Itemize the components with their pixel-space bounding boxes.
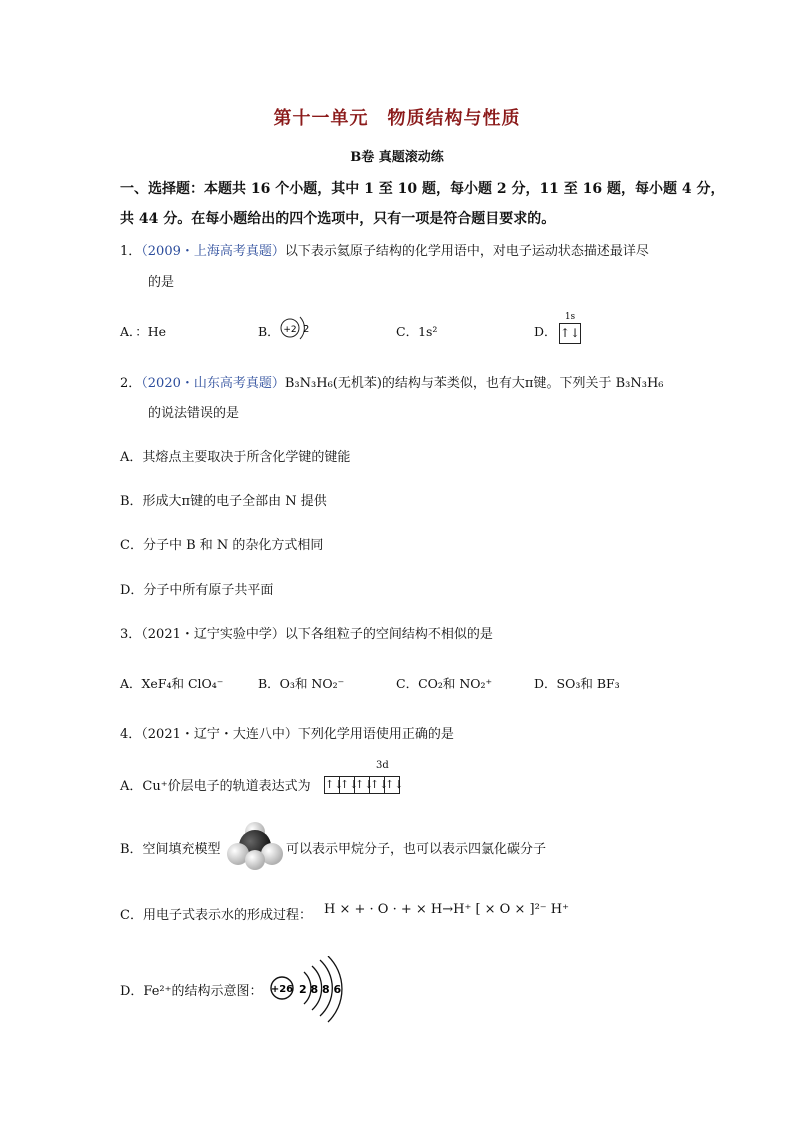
question-1-stem-cont: 的是 (148, 275, 175, 290)
question-text: B₃N₃H₆(无机苯)的结构与苯类似，也有大π键。下列关于 B₃N₃H₆ (284, 376, 664, 391)
question-source: （2020・山东高考真题） (141, 376, 285, 391)
helium-shell-count: 2 (303, 324, 310, 335)
q1-option-b-label: B． (258, 324, 280, 339)
q4-orbital-boxes (324, 776, 404, 794)
orbital-cell: ↑↓ (325, 778, 344, 791)
q4-option-b-after: 可以表示甲烷分子，也可以表示四氯化碳分子 (286, 842, 547, 857)
q3-option-d: D．SO₃和 BF₃ (534, 676, 620, 691)
page-subtitle: B卷 真题滚动练 (350, 150, 444, 165)
section-instructions-line1: 一、选择题：本题共 16 个小题，其中 1 至 10 题，每小题 2 分，11 至 16 题，每小题 4 分， (120, 181, 725, 197)
orbital-cell: ↑↓ (385, 778, 404, 791)
orbital-cell: ↑↓ (340, 778, 359, 791)
helium-nucleus-label: +2 (283, 325, 297, 335)
orbital-cell: ↑↓ (370, 778, 389, 791)
question-number: 2． (120, 376, 142, 391)
question-4-stem: 4．（2021・辽宁・大连八中）下列化学用语使用正确的是 (120, 727, 454, 742)
orbital-cell: ↑↓ (355, 778, 374, 791)
q3-option-c: C．CO₂和 NO₂⁺ (396, 676, 493, 691)
q4-option-c-text: C．用电子式表示水的形成过程： (120, 908, 312, 923)
question-3-stem: 3．（2021・辽宁实验中学）以下各组粒子的空间结构不相似的是 (120, 627, 493, 642)
question-2-stem-cont: 的说法错误的是 (148, 406, 240, 421)
fe-nucleus-label: +26 (270, 984, 294, 995)
q3-option-a: A．XeF₄和 ClO₄⁻ (120, 676, 224, 691)
q1-orbital-box: ↑↓ (559, 323, 581, 344)
space-filling-model-image (224, 820, 286, 870)
q1-option-c: C．1s² (396, 324, 438, 339)
q2-option-b: B．形成大π键的电子全部由 N 提供 (120, 494, 327, 509)
q4-orbital-label: 3d (376, 760, 389, 771)
question-number: 1． (120, 244, 142, 259)
q2-option-d: D．分子中所有原子共平面 (120, 583, 274, 598)
question-1-stem (120, 240, 649, 259)
water-formation-formula: H × + · O · + × H→H⁺ [ × O × ]²⁻ H⁺ (324, 902, 569, 917)
q2-option-a: A．其熔点主要取决于所含化学键的键能 (120, 450, 351, 465)
q4-option-d-text: D．Fe²⁺的结构示意图： (120, 984, 263, 999)
question-2-stem (120, 372, 664, 391)
q2-option-c: C．分子中 B 和 N 的杂化方式相同 (120, 538, 324, 553)
question-source: （2009・上海高考真题） (141, 244, 285, 259)
fe-shell-counts: 2 8 8 6 (299, 983, 342, 996)
fe-ion-structure-diagram (266, 956, 346, 1026)
helium-atom-diagram (276, 312, 312, 346)
q4-option-a-text: A．Cu⁺价层电子的轨道表达式为 (120, 779, 311, 794)
q1-option-a: A．：He (120, 324, 167, 339)
page-title: 第十一单元 物质结构与性质 (273, 108, 521, 129)
q4-option-b-text: B．空间填充模型 (120, 842, 221, 857)
section-instructions-line2: 共 44 分。在每小题给出的四个选项中，只有一项是符合题目要求的。 (120, 211, 556, 227)
question-text: 以下表示氦原子结构的化学用语中，对电子运动状态描述最详尽 (284, 244, 649, 259)
q1-option-d-label: D． (534, 324, 557, 339)
q1-orbital-label: 1s (564, 312, 576, 322)
q3-option-b: B．O₃和 NO₂⁻ (258, 676, 345, 691)
